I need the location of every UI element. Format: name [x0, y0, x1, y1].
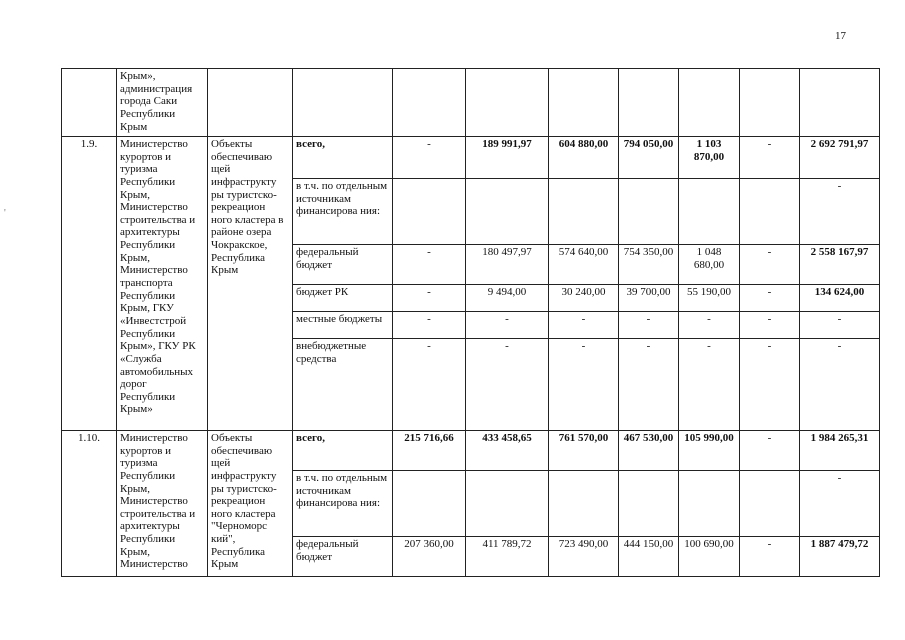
value-cell: 1 048 680,00	[679, 245, 740, 285]
value-cell: -	[466, 339, 549, 431]
value-cell: 604 880,00	[549, 137, 619, 179]
value-cell: 180 497,97	[466, 245, 549, 285]
executor-cell: Министерство курортов и туризма Республики Крым, Министерство строительства и архитектуры Республики Крым, Министерство	[117, 431, 208, 577]
value-cell: -	[740, 245, 800, 285]
value-cell: -	[393, 245, 466, 285]
row-number-cell	[62, 69, 117, 137]
page-number: 17	[835, 30, 846, 42]
value-cell: 215 716,66	[393, 431, 466, 471]
value-cell: 574 640,00	[549, 245, 619, 285]
total-cell: 1 887 479,72	[800, 537, 880, 577]
value-cell: 794 050,00	[619, 137, 679, 179]
total-cell: 134 624,00	[800, 285, 880, 312]
value-cell: -	[740, 339, 800, 431]
value-cell: 30 240,00	[549, 285, 619, 312]
value-cell: -	[740, 285, 800, 312]
total-cell: -	[800, 339, 880, 431]
source-label: федеральный бюджет	[293, 537, 393, 577]
value-cell: -	[740, 537, 800, 577]
total-cell: 1 984 265,31	[800, 431, 880, 471]
value-cell: 754 350,00	[619, 245, 679, 285]
source-label: всего,	[293, 137, 393, 179]
total-cell: -	[800, 312, 880, 339]
value-cell: -	[393, 137, 466, 179]
table-row-continued	[62, 69, 880, 137]
source-label: бюджет РК	[293, 285, 393, 312]
value-cell: -	[549, 339, 619, 431]
object-cell	[208, 69, 293, 137]
total-cell: -	[800, 471, 880, 537]
source-label: местные бюджеты	[293, 312, 393, 339]
value-cell: 723 490,00	[549, 537, 619, 577]
value-cell: 189 991,97	[466, 137, 549, 179]
source-label: внебюджетные средства	[293, 339, 393, 431]
row-number-cell: 1.9.	[62, 137, 117, 431]
value-cell: -	[549, 312, 619, 339]
value-cell: 433 458,65	[466, 431, 549, 471]
value-cell: -	[393, 339, 466, 431]
value-cell: -	[740, 312, 800, 339]
value-cell: 105 990,00	[679, 431, 740, 471]
value-cell: 39 700,00	[619, 285, 679, 312]
value-cell: -	[740, 137, 800, 179]
value-cell: -	[679, 339, 740, 431]
value-cell: -	[619, 339, 679, 431]
row-number-cell: 1.10.	[62, 431, 117, 577]
value-cell: 55 190,00	[679, 285, 740, 312]
object-cell: Объекты обеспечиваю щей инфраструкту ры туристско-рекреацион ного кластера в районе озера Чокракское, Республика Крым	[208, 137, 293, 431]
value-cell: 444 150,00	[619, 537, 679, 577]
value-cell: -	[466, 312, 549, 339]
value-cell: 411 789,72	[466, 537, 549, 577]
value-cell: -	[393, 312, 466, 339]
source-label: в т.ч. по отдельным источникам финансирова ния:	[293, 471, 393, 537]
source-label: в т.ч. по отдельным источникам финансирова ния:	[293, 179, 393, 245]
value-cell: -	[619, 312, 679, 339]
scan-mark: '	[4, 208, 6, 219]
object-cell: Объекты обеспечиваю щей инфраструкту ры туристско-рекреацион ного кластера "Черноморс кий", Республика Крым	[208, 431, 293, 577]
value-cell: -	[679, 312, 740, 339]
value-cell: 100 690,00	[679, 537, 740, 577]
source-cell	[293, 69, 393, 137]
total-cell: 2 558 167,97	[800, 245, 880, 285]
source-label: всего,	[293, 431, 393, 471]
value-cell: 467 530,00	[619, 431, 679, 471]
executor-cell: Крым», администрация города Саки Республики Крым	[117, 69, 208, 137]
table-row-1-9-total	[62, 137, 880, 179]
total-cell: -	[800, 179, 880, 245]
table-row-1-10-total	[62, 431, 880, 471]
value-cell: 1 103 870,00	[679, 137, 740, 179]
value-cell: 761 570,00	[549, 431, 619, 471]
total-cell: 2 692 791,97	[800, 137, 880, 179]
value-cell: 9 494,00	[466, 285, 549, 312]
value-cell: 207 360,00	[393, 537, 466, 577]
financing-table	[61, 68, 880, 577]
value-cell: -	[740, 431, 800, 471]
value-cell: -	[393, 285, 466, 312]
executor-cell: Министерство курортов и туризма Республики Крым, Министерство строительства и архитектуры Республики Крым, Министерство транспорта Республики Крым, ГКУ «Инвестстрой Республики Крым», ГКУ РК «Служба автомобильных дорог Республики Крым»	[117, 137, 208, 431]
source-label: федеральный бюджет	[293, 245, 393, 285]
